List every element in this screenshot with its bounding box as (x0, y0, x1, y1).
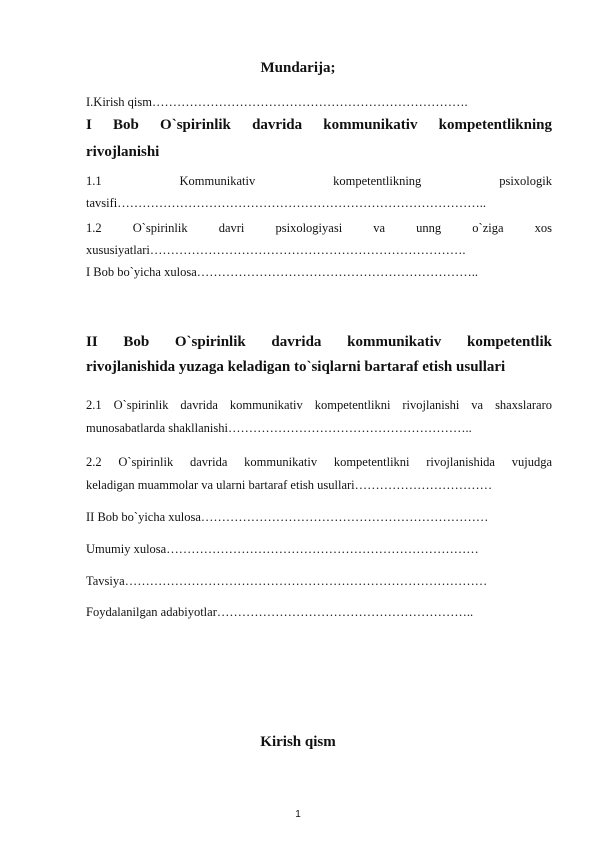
toc-entry-1-1-line1: 1.1 Kommunikativ kompetentlikning psixologik (86, 174, 552, 188)
toc-entry-2-2-line1: 2.2 O`spirinlik davrida kommunikativ kompetentlikni rivojlanishida vujudga (86, 455, 552, 469)
toc-chapter-1-title-line2: rivojlanishi (86, 144, 160, 160)
toc-entry-2-1-line2: munosabatlarda shakllanishi………………………………………………….. (86, 421, 472, 435)
toc-entry-2-2-line2: keladigan muammolar va ularni bartaraf etish usullari…………………………… (86, 478, 493, 492)
toc-chapter-2-title-line2: rivojlanishida yuzaga keladigan to`siqlarni bartaraf etish usullari (86, 359, 506, 375)
toc-entry-chapter-1-summary: I Bob bo`yicha xulosa………………………………………………………….. (86, 265, 478, 279)
toc-entry-1-2-line1: 1.2 O`spirinlik davri psixologiyasi va unng o`ziga xos (86, 221, 552, 235)
toc-entry-recommendations: Tavsiya…………………………………………………………………………… (86, 574, 488, 588)
toc-chapter-2-title-line1: II Bob O`spirinlik davrida kommunikativ kompetentlik (86, 334, 552, 350)
section-heading-introduction: Kirish qism (260, 734, 336, 750)
toc-entry-2-1-line1: 2.1 O`spirinlik davrida kommunikativ kompetentlikni rivojlanishi va shaxslararo (86, 398, 552, 412)
toc-chapter-1-title-line1: I Bob O`spirinlik davrida kommunikativ kompetentlikning (86, 117, 552, 133)
toc-entry-references: Foydalanilgan adabiyotlar…………………………………………………….. (86, 605, 474, 619)
toc-entry-general-summary: Umumiy xulosa………………………………………………………………… (86, 542, 479, 556)
toc-heading: Mundarija; (260, 60, 336, 76)
toc-entry-chapter-2-summary: II Bob bo`yicha xulosa…………………………………………………………… (86, 510, 489, 524)
toc-entry-1-1-line2: tavsifi…………………………………………………………………………….. (86, 196, 486, 210)
toc-entry-1-2-line2: xususiyatlari…………………………………………………………………. (86, 243, 466, 257)
toc-entry-intro: I.Kirish qism…………………………………………………………………. (86, 95, 468, 109)
page-number: 1 (295, 809, 301, 820)
